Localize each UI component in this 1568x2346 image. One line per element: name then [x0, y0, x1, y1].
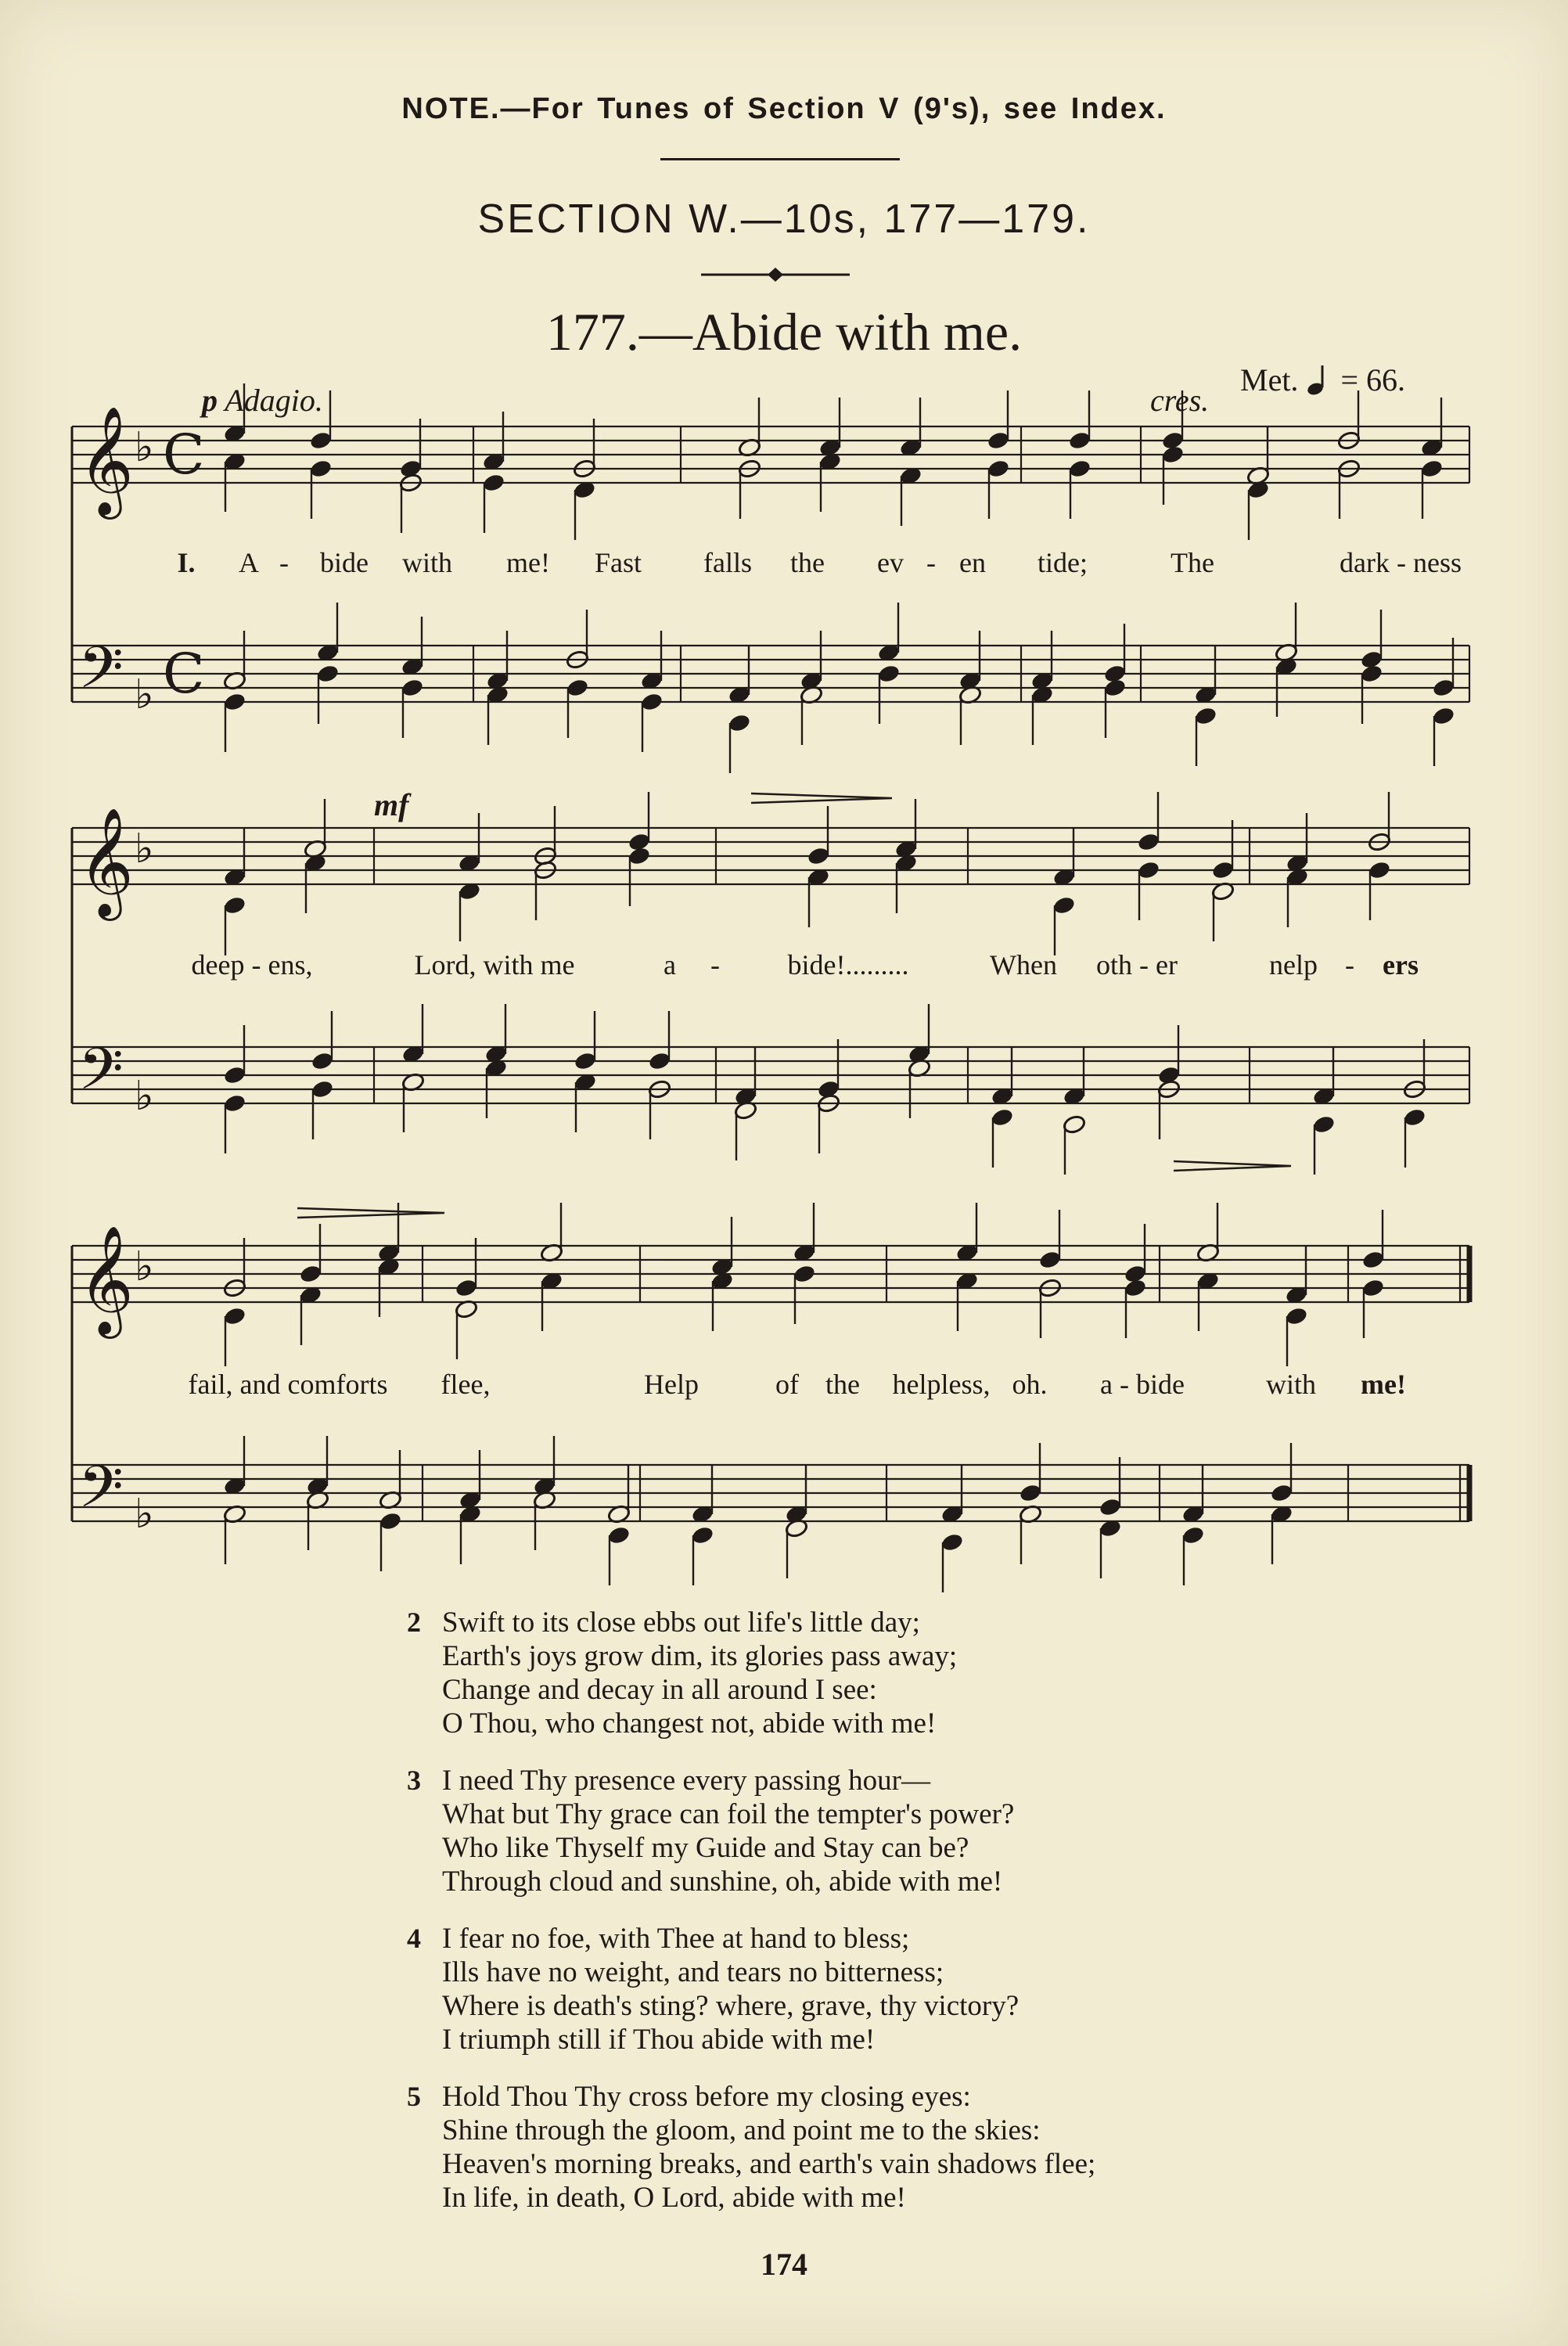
lyric-syllable: me! — [506, 547, 550, 578]
metronome-value: = 66. — [1340, 362, 1405, 398]
lyric-syllable: The — [1171, 547, 1214, 578]
lyric-syllable: a — [664, 949, 676, 980]
verse-line: Shine through the gloom, and point me to the skies: — [442, 2114, 1041, 2146]
page-number: 174 — [761, 2247, 807, 2282]
verse-4 — [407, 1922, 1346, 2056]
note-head — [309, 430, 333, 451]
note-head — [223, 1065, 247, 1085]
note-head — [1361, 1278, 1386, 1298]
crescendo-marking: cres. — [1150, 383, 1210, 418]
verse-line: Ills have no weight, and tears no bitterness; — [442, 1956, 944, 1988]
lyric-syllable: Lord, with me — [414, 949, 575, 980]
verse-line: Swift to its close ebbs out life's little day; — [442, 1607, 920, 1639]
verse-line: Through cloud and sunshine, oh, abide with me! — [442, 1866, 1003, 1898]
note-head — [316, 664, 340, 684]
note-head — [1068, 430, 1092, 451]
dynamic-mezzoforte: mf — [374, 787, 409, 822]
note-head — [1137, 832, 1161, 852]
verse-3 — [407, 1764, 1346, 1898]
treble-clef-icon: 𝄞 — [78, 406, 134, 515]
lyric-syllable: nelp — [1269, 949, 1318, 980]
flat-icon: ♭ — [135, 671, 154, 718]
note-head — [223, 1306, 247, 1326]
verse-line: I triumph still if Thou abide with me! — [442, 2024, 876, 2056]
lyric-syllable: bide!......... — [787, 949, 909, 980]
verse-number: 4 — [407, 1923, 421, 1954]
note-head — [1068, 459, 1092, 479]
note-head — [991, 1107, 1015, 1128]
note-head — [648, 1051, 672, 1071]
lyric-hyphen: - — [1345, 949, 1354, 980]
verse-line: O Thou, who changest not, abide with me! — [442, 1707, 937, 1740]
verse-number: 2 — [407, 1607, 421, 1638]
note-head — [1194, 706, 1218, 726]
flat-icon: ♭ — [135, 1491, 154, 1538]
common-time-icon: C — [163, 423, 205, 487]
hymn-number: 177. — [545, 302, 639, 362]
note-head — [223, 692, 247, 712]
treble-clef-icon: 𝄞 — [78, 1225, 134, 1334]
lyric-syllable: bide — [320, 547, 369, 578]
note-head — [1403, 1107, 1427, 1128]
note-head — [401, 678, 425, 698]
flat-icon: ♭ — [135, 826, 154, 873]
verse-line: Change and decay in all around I see: — [442, 1674, 877, 1706]
note-head — [1420, 459, 1444, 479]
lyric-syllable: deep - ens, — [191, 949, 313, 980]
lyric-syllable: A — [239, 547, 259, 578]
hymn-name: —Abide with me. — [638, 302, 1023, 362]
note-head — [877, 664, 901, 684]
note-head — [940, 1532, 965, 1553]
flat-icon: ♭ — [135, 424, 154, 471]
note-head — [379, 1511, 403, 1531]
decrescendo-hairpin — [751, 793, 892, 803]
note-head — [607, 1525, 631, 1545]
note-head — [574, 1051, 598, 1071]
note-head — [691, 1525, 715, 1545]
lyric-syllable: oth - er — [1096, 949, 1178, 980]
note-head — [987, 459, 1011, 479]
note-head — [311, 1079, 335, 1099]
lyric-syllable: dark - ness — [1340, 547, 1462, 578]
note-head — [1103, 678, 1127, 698]
lyric-syllable: the — [790, 547, 825, 578]
note-head — [455, 1278, 479, 1298]
note-head — [1063, 1114, 1087, 1135]
verse-line: Heaven's morning breaks, and earth's vain shadows flee; — [442, 2148, 1096, 2180]
note-head — [566, 678, 590, 698]
note-head — [1312, 1114, 1336, 1135]
note-head — [640, 692, 664, 712]
verse-number: 5 — [407, 2081, 421, 2112]
metronome-label: Met. — [1240, 362, 1299, 398]
note-head — [1285, 1306, 1309, 1326]
treble-clef-icon: 𝄞 — [78, 808, 134, 916]
verse-line: Earth's joys grow dim, its glories pass away; — [442, 1640, 958, 1672]
lyric-syllable: flee, — [441, 1369, 491, 1400]
note-head — [1099, 1497, 1123, 1517]
common-time-icon: C — [163, 642, 205, 706]
section-note: NOTE.—For Tunes of Section V (9's), see Index. — [401, 92, 1167, 125]
additional-verses — [407, 1606, 1346, 2238]
verse-line: In life, in death, O Lord, abide with me! — [442, 2182, 906, 2214]
note-head — [793, 1264, 817, 1284]
lyric-syllable: en — [959, 547, 986, 578]
note-head — [309, 459, 333, 479]
dynamic-piano: p — [202, 383, 218, 418]
verse-line: Hold Thou Thy cross before my closing eyes: — [442, 2081, 971, 2113]
lyric-syllable: When — [990, 949, 1057, 980]
bass-clef-icon: 𝄢 — [78, 634, 124, 716]
note-head — [482, 473, 506, 493]
verse-line: I need Thy presence every passing hour— — [442, 1765, 930, 1797]
lyric-syllable: tide; — [1038, 547, 1088, 578]
verse-line: Who like Thyself my Guide and Stay can be? — [442, 1832, 969, 1864]
note-head — [1161, 444, 1185, 465]
decrescendo-hairpin — [297, 1208, 444, 1218]
lyric-syllable: me! — [1361, 1369, 1406, 1400]
tempo-text: Adagio. — [225, 383, 323, 418]
note-head — [1124, 1278, 1148, 1298]
verse-line: Where is death's sting? where, grave, thy victory? — [442, 1990, 1020, 2022]
decrescendo-hairpin — [1174, 1161, 1291, 1171]
note-head — [728, 713, 752, 733]
note-head — [223, 895, 247, 916]
lyric-syllable: the — [825, 1369, 860, 1400]
note-head — [1361, 1250, 1386, 1270]
note-head — [1211, 860, 1235, 880]
lyric-syllable: with — [1265, 1369, 1317, 1400]
note-head — [1052, 895, 1077, 916]
lyric-syllable: ers — [1383, 949, 1419, 980]
lyric-syllable: of — [775, 1369, 799, 1400]
note-head — [1360, 664, 1384, 684]
note-head — [807, 846, 831, 866]
lyric-syllable: falls — [703, 547, 752, 578]
lyric-syllable: Help — [644, 1369, 699, 1400]
note-head — [1432, 706, 1456, 726]
lyric-syllable: a - bide — [1100, 1369, 1185, 1400]
note-head — [1270, 1483, 1294, 1503]
note-head — [1368, 860, 1392, 880]
verse-number: 3 — [407, 1765, 421, 1796]
verse-2 — [407, 1606, 1346, 1740]
lyric-verse-number: I. — [177, 547, 196, 578]
section-heading: SECTION W.—10s, 177—179. — [477, 196, 1091, 242]
lyric-hyphen: - — [279, 547, 289, 578]
verse-5 — [407, 2080, 1346, 2215]
lyric-syllable: fail, and comforts — [188, 1369, 388, 1400]
bass-clef-icon: 𝄢 — [78, 1453, 124, 1535]
note-head — [1038, 1250, 1063, 1270]
verse-line: I fear no foe, with Thee at hand to bless; — [442, 1923, 910, 1955]
flat-icon: ♭ — [135, 1243, 154, 1290]
note-head — [1432, 678, 1456, 698]
lyric-syllable: Fast — [594, 547, 642, 578]
lyric-hyphen: - — [926, 547, 936, 578]
note-head — [311, 1051, 335, 1071]
note-head — [628, 846, 652, 866]
note-head — [1019, 1483, 1043, 1503]
lyric-syllable: helpless, — [892, 1369, 991, 1400]
note-head — [1137, 860, 1161, 880]
note-head — [223, 1093, 247, 1114]
lyric-syllable: oh. — [1012, 1369, 1048, 1400]
flat-icon: ♭ — [135, 1073, 154, 1120]
note-head — [987, 430, 1011, 451]
lyric-hyphen: - — [710, 949, 720, 980]
note-head — [299, 1264, 323, 1284]
verse-line: What but Thy grace can foil the tempter's power? — [442, 1798, 1015, 1830]
bass-clef-icon: 𝄢 — [78, 1035, 124, 1117]
lyric-syllable: ev — [877, 547, 904, 578]
lyric-syllable: with — [401, 547, 453, 578]
note-head — [1181, 1525, 1206, 1545]
